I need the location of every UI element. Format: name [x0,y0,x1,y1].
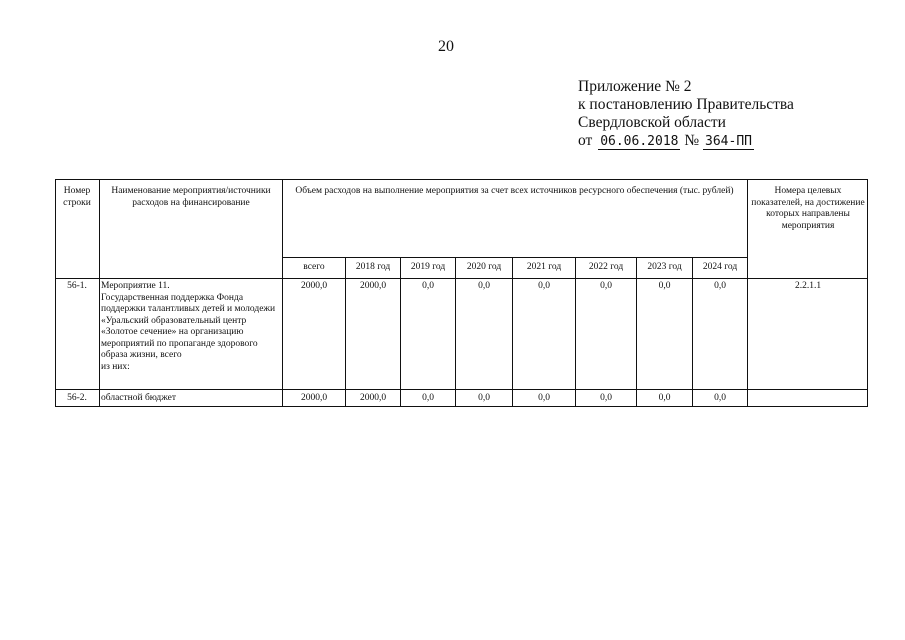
row-2-2021: 0,0 [538,393,550,403]
header-2018: 2018 год [355,262,391,272]
row-2-2024: 0,0 [714,393,726,403]
appendix-header [578,78,794,150]
appendix-date-line [578,132,794,150]
header-targets: Номера целевых показателей, на достижение которых направлены мероприятия [751,186,865,231]
row-2-2020: 0,0 [478,393,490,403]
header-total: всего [303,262,325,272]
page-number: 20 [438,38,454,55]
appendix-number: 364-ПП [705,134,752,149]
appendix-title: Приложение № 2 [578,78,692,95]
row-1-name: Мероприятие 11. Государственная поддержка Фонда поддержки талантливых детей и молодежи «Уральский образовательный центр «Золотое сечение» на организацию мероприятий по пропаганде здорового образа жизни, всего из них: [101,281,276,372]
col-divider-7 [575,257,576,407]
row-2-total: 2000,0 [300,393,328,403]
col-divider-10 [747,179,748,407]
header-name: Наименование мероприятия/источники расходов на финансирование [111,186,271,208]
col-divider-6 [512,257,513,407]
row-2-2018: 2000,0 [359,393,387,403]
col-divider-9 [692,257,693,407]
header-2023: 2023 год [647,262,682,272]
row-1-total: 2000,0 [300,281,328,291]
appendix-ot: от [578,132,593,149]
row-1-2023: 0,0 [658,281,671,291]
row-1-2024: 0,0 [714,281,726,291]
col-divider-5 [455,257,456,407]
expenses-table [55,179,868,407]
col-divider-8 [636,257,637,407]
row-1-2020: 0,0 [478,281,490,291]
header-2024: 2024 год [702,262,738,272]
appendix-number-sign: № [684,132,700,149]
row-2-name: областной бюджет [101,393,177,403]
col-divider-4 [400,257,401,407]
appendix-line-2: к постановлению Правительства [578,96,794,113]
row-1-2022: 0,0 [600,281,612,291]
header-2022: 2022 год [588,262,624,272]
appendix-line-3: Свердловской области [578,114,726,131]
row-1-2021: 0,0 [538,281,550,291]
header-row-no: Номер строки [63,186,91,208]
header-2020: 2020 год [466,262,502,272]
col-divider-1 [99,179,100,407]
col-divider-2 [282,179,283,407]
row-1-2019: 0,0 [422,281,434,291]
row-1-number: 56-1. [67,281,87,291]
col-divider-3 [345,257,346,407]
row-2-2019: 0,0 [422,393,434,403]
header-2021: 2021 год [526,262,562,272]
appendix-date: 06.06.2018 [600,134,679,149]
row-1-targets: 2.2.1.1 [794,281,822,291]
header-volume: Объем расходов на выполнение мероприятия за счет всех источников ресурсного обеспечения (тыс. рублей) [295,186,734,196]
row-1-2018: 2000,0 [359,281,387,291]
row-2-2022: 0,0 [600,393,612,403]
row-2-number: 56-2. [67,393,87,403]
row-2-2023: 0,0 [658,393,671,403]
header-2019: 2019 год [410,262,446,272]
table-border-right [867,179,868,407]
table-border-left [55,179,56,407]
table-header-divider [282,257,747,258]
